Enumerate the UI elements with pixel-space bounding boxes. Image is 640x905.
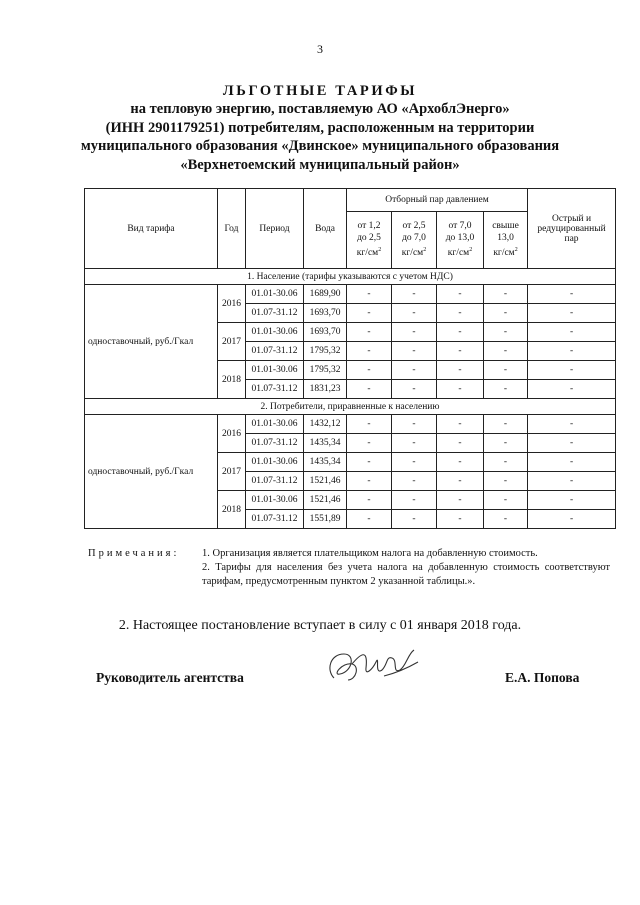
sharp-steam-cell: - bbox=[528, 304, 616, 323]
water-cell: 1795,32 bbox=[304, 361, 347, 380]
title-line-5: «Верхнетоемский муниципальный район» bbox=[180, 156, 460, 173]
notes-label: Примечания: bbox=[88, 548, 180, 559]
steam-cell: - bbox=[392, 342, 437, 361]
header-pressure-1: от 1,2 до 2,5 $кг/см^2$ bbox=[347, 212, 392, 269]
steam-cell: - bbox=[392, 453, 437, 472]
steam-cell: - bbox=[392, 323, 437, 342]
steam-cell: - bbox=[484, 434, 528, 453]
period-cell: 01.07-31.12 bbox=[246, 472, 304, 491]
water-cell: 1831,23 bbox=[304, 380, 347, 399]
header-voda: Вода bbox=[304, 189, 347, 269]
period-cell: 01.07-31.12 bbox=[246, 510, 304, 529]
steam-cell: - bbox=[392, 434, 437, 453]
steam-cell: - bbox=[437, 323, 484, 342]
steam-cell: - bbox=[347, 472, 392, 491]
steam-cell: - bbox=[484, 342, 528, 361]
section-title: 1. Население (тарифы указываются с учетом НДС) bbox=[85, 269, 616, 285]
table-row bbox=[85, 285, 616, 304]
sharp-steam-cell: - bbox=[528, 380, 616, 399]
period-cell: 01.07-31.12 bbox=[246, 342, 304, 361]
steam-cell: - bbox=[437, 342, 484, 361]
year-cell: 2018 bbox=[218, 361, 246, 399]
steam-cell: - bbox=[437, 434, 484, 453]
period-cell: 01.01-30.06 bbox=[246, 415, 304, 434]
steam-cell: - bbox=[437, 472, 484, 491]
steam-cell: - bbox=[437, 304, 484, 323]
signatory-position: Руководитель агентства bbox=[96, 670, 244, 685]
steam-cell: - bbox=[392, 361, 437, 380]
year-cell: 2016 bbox=[218, 285, 246, 323]
section-title: 2. Потребители, приравненные к населению bbox=[85, 399, 616, 415]
water-cell: 1693,70 bbox=[304, 323, 347, 342]
header-pressure-2: от 2,5 до 7,0 $кг/см^2$ bbox=[392, 212, 437, 269]
sharp-steam-cell: - bbox=[528, 285, 616, 304]
water-cell: 1521,46 bbox=[304, 472, 347, 491]
steam-cell: - bbox=[347, 342, 392, 361]
period-cell: 01.01-30.06 bbox=[246, 285, 304, 304]
water-cell: 1551,89 bbox=[304, 510, 347, 529]
year-cell: 2017 bbox=[218, 323, 246, 361]
steam-cell: - bbox=[484, 285, 528, 304]
steam-cell: - bbox=[392, 285, 437, 304]
signatory-name: Е.А. Попова bbox=[505, 670, 580, 685]
sharp-steam-cell: - bbox=[528, 491, 616, 510]
steam-cell: - bbox=[392, 304, 437, 323]
period-cell: 01.01-30.06 bbox=[246, 323, 304, 342]
steam-cell: - bbox=[484, 380, 528, 399]
tariff-table bbox=[84, 188, 616, 529]
sharp-steam-cell: - bbox=[528, 453, 616, 472]
note-item-2: 2. Тарифы для населения без учета налога на добавленную стоимость соответствуют тарифам, предусмотренным пунктом 2 указанной таблицы.». bbox=[202, 562, 610, 587]
header-pressure-4: свыше 13,0 $кг/см^2$ bbox=[484, 212, 528, 269]
header-otbor: Отборный пар давлением bbox=[347, 189, 528, 212]
table-row bbox=[85, 415, 616, 434]
steam-cell: - bbox=[437, 361, 484, 380]
year-cell: 2018 bbox=[218, 491, 246, 529]
steam-cell: - bbox=[437, 510, 484, 529]
sharp-steam-cell: - bbox=[528, 323, 616, 342]
steam-cell: - bbox=[484, 323, 528, 342]
header-period: Период bbox=[246, 189, 304, 269]
steam-cell: - bbox=[392, 415, 437, 434]
steam-cell: - bbox=[347, 415, 392, 434]
steam-cell: - bbox=[347, 361, 392, 380]
steam-cell: - bbox=[347, 510, 392, 529]
sharp-steam-cell: - bbox=[528, 434, 616, 453]
steam-cell: - bbox=[347, 323, 392, 342]
sharp-steam-cell: - bbox=[528, 472, 616, 491]
notes-items bbox=[202, 547, 610, 589]
title-line-3: (ИНН 2901179251) потребителям, расположенным на территории bbox=[105, 119, 535, 136]
water-cell: 1432,12 bbox=[304, 415, 347, 434]
water-cell: 1521,46 bbox=[304, 491, 347, 510]
period-cell: 01.01-30.06 bbox=[246, 491, 304, 510]
sharp-steam-cell: - bbox=[528, 361, 616, 380]
tariff-type: одноставочный, руб./Гкал bbox=[85, 415, 218, 529]
steam-cell: - bbox=[484, 453, 528, 472]
steam-cell: - bbox=[437, 491, 484, 510]
steam-cell: - bbox=[347, 491, 392, 510]
steam-cell: - bbox=[484, 304, 528, 323]
period-cell: 01.07-31.12 bbox=[246, 304, 304, 323]
steam-cell: - bbox=[484, 510, 528, 529]
steam-cell: - bbox=[484, 472, 528, 491]
note-item-1: 1. Организация является плательщиком налога на добавленную стоимость. bbox=[202, 548, 538, 559]
steam-cell: - bbox=[392, 472, 437, 491]
steam-cell: - bbox=[347, 380, 392, 399]
decree-text: 2. Настоящее постановление вступает в силу с 01 января 2018 года. bbox=[118, 618, 522, 633]
steam-cell: - bbox=[484, 361, 528, 380]
document-title bbox=[0, 82, 640, 174]
steam-cell: - bbox=[484, 491, 528, 510]
steam-cell: - bbox=[392, 491, 437, 510]
title-line-4: муниципального образования «Двинское» муниципального образования bbox=[80, 138, 560, 155]
steam-cell: - bbox=[347, 304, 392, 323]
header-ostry: Острый и редуцированный пар bbox=[528, 189, 616, 269]
header-vid: Вид тарифа bbox=[85, 189, 218, 269]
sharp-steam-cell: - bbox=[528, 510, 616, 529]
period-cell: 01.07-31.12 bbox=[246, 434, 304, 453]
year-cell: 2017 bbox=[218, 453, 246, 491]
sharp-steam-cell: - bbox=[528, 342, 616, 361]
header-god: Год bbox=[218, 189, 246, 269]
year-cell: 2016 bbox=[218, 415, 246, 453]
steam-cell: - bbox=[437, 453, 484, 472]
steam-cell: - bbox=[347, 434, 392, 453]
water-cell: 1795,32 bbox=[304, 342, 347, 361]
steam-cell: - bbox=[437, 285, 484, 304]
header-pressure-3: от 7,0 до 13,0 $кг/см^2$ bbox=[437, 212, 484, 269]
water-cell: 1689,90 bbox=[304, 285, 347, 304]
steam-cell: - bbox=[347, 453, 392, 472]
sharp-steam-cell: - bbox=[528, 415, 616, 434]
page-number: 3 bbox=[317, 42, 323, 56]
water-cell: 1693,70 bbox=[304, 304, 347, 323]
tariff-type: одноставочный, руб./Гкал bbox=[85, 285, 218, 399]
water-cell: 1435,34 bbox=[304, 453, 347, 472]
water-cell: 1435,34 bbox=[304, 434, 347, 453]
steam-cell: - bbox=[437, 380, 484, 399]
title-line-1: ЛЬГОТНЫЕ ТАРИФЫ bbox=[222, 83, 418, 99]
steam-cell: - bbox=[437, 415, 484, 434]
steam-cell: - bbox=[392, 510, 437, 529]
steam-cell: - bbox=[392, 380, 437, 399]
steam-cell: - bbox=[347, 285, 392, 304]
handwritten-signature bbox=[322, 640, 422, 690]
period-cell: 01.01-30.06 bbox=[246, 361, 304, 380]
period-cell: 01.07-31.12 bbox=[246, 380, 304, 399]
period-cell: 01.01-30.06 bbox=[246, 453, 304, 472]
steam-cell: - bbox=[484, 415, 528, 434]
title-line-2: на тепловую энергию, поставляемую АО «АрхоблЭнерго» bbox=[130, 101, 510, 117]
